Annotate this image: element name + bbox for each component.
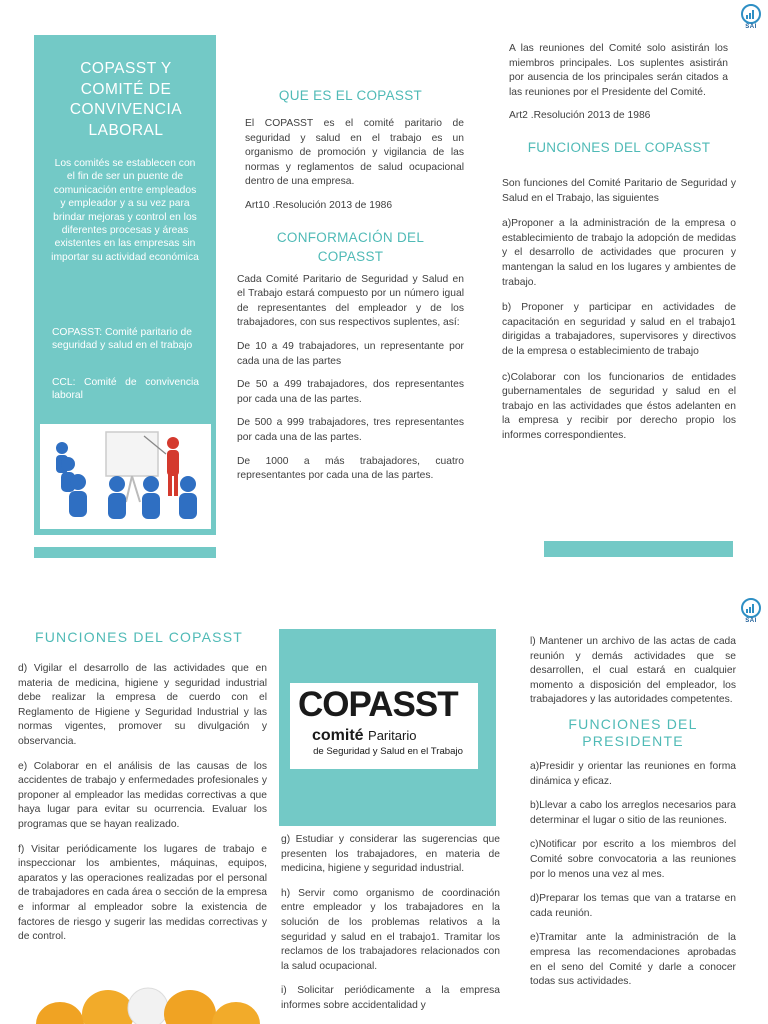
president-d: d)Preparar los temas que van a tratarse en cada reunión. [530, 893, 736, 919]
functions-column-2 [18, 629, 267, 954]
function-c: c)Colaborar con los funcionarios de entidades gubernamentales de seguridad y salud en el trabajo en las actividades que éstos adelanten en la empresa y recibir por derecho propio los informes correspondientes. [502, 371, 736, 441]
president-column [530, 635, 736, 999]
function-f: f) Visitar periódicamente los lugares de trabajo e inspeccionar los ambientes, máquinas, equipos, aparatos y las operaciones realizadas por el personal de trabajadores en cada área o sección de la empresa e informar al empleador sobre la existencia de factores de riesgo y sugerir las medidas correctivas y de control. [18, 843, 268, 943]
logo-comite-word: comité [312, 727, 364, 744]
hard-hats-icon [30, 980, 260, 1024]
function-g: g) Estudiar y considerar las sugerencias que presenten los trabajadores, en materia de medicina, higiene y seguridad industrial. [281, 834, 500, 875]
president-b: b)Llevar a cabo los arreglos necesarios para determinar el lugar o sitio de las reuniones. [530, 800, 736, 826]
function-l: l) Mantener un archivo de las actas de cada reunión y demás actividades que se desarrollen, el cual estará en cualquier momento a disposición del empleador, los trabajadores y las autoridades competentes. [530, 636, 736, 706]
copasst-logo-card [290, 683, 478, 769]
functions-heading: FUNCIONES DEL COPASST [527, 139, 711, 155]
footer-strip-left [34, 547, 216, 558]
logo-text: SAI [745, 618, 757, 624]
what-is-heading: QUE ES EL COPASST [278, 88, 423, 103]
function-e: e) Colaborar en el análisis de las causas de los accidentes de trabajo y enfermedades profesionales y proponer al empleador las medidas correctivas a que haya lugar para evitar su ocurrencia. Evaluar los programas que se hayan realizado. [18, 760, 267, 830]
presentation-people-icon [40, 424, 211, 529]
functions-intro: Son funciones del Comité Paritario de Seguridad y Salud en el Trabajo, las siguientes [502, 177, 736, 204]
conformation-heading: CONFORMACIÓN DEL COPASST [276, 229, 425, 264]
copasst-logo-comite [312, 727, 482, 745]
sai-logo-bottom [739, 598, 763, 626]
functions-heading-2: FUNCIONES DEL COPASST [35, 629, 244, 645]
logo-text: SAI [745, 24, 757, 30]
meetings-reference: Art2 .Resolución 2013 de 1986 [509, 110, 651, 122]
chart-icon [746, 9, 756, 19]
intro-panel [34, 35, 216, 535]
panel-def-ccl: CCL: Comité de convivencia laboral [52, 377, 199, 402]
function-i: i) Solicitar periódicamente a la empresa informes sobre accidentalidad y [281, 985, 500, 1011]
function-b: b) Proponer y participar en actividades de capacitación en seguridad y salud en el trabajo1 dirigidas a trabajadores, supervisores y directivos de la empresa o establecimiento de trabajo [502, 302, 736, 357]
function-h: h) Servir como organismo de coordinación entre empleador y los trabajadores en la solución de los problemas relativos a la seguridad y salud en el trabajo1. Tramitar los reclamos de los trabajadores relacionados con la salud ocupacional. [281, 887, 500, 972]
what-is-reference: Art10 .Resolución 2013 de 1986 [245, 199, 393, 211]
function-a: a)Proponer a la administración de la empresa o establecimiento de trabajo la adopción de medidas y el desarrollo de actividades que procuren y mantengan la salud en los lugares y ambientes de trabajo. [502, 218, 736, 288]
functions-column-1 [502, 42, 736, 452]
panel-intro: Los comités se establecen con el fin de ser un puente de comunicación entre empleados y empleador y a su vez para brindar mejoras y control en los diferentes procesas y áreas existentes en las empresas sin importar su actividad económica [51, 158, 199, 263]
conformation-500-999: De 500 a 999 trabajadores, tres representantes por cada una de las partes. [237, 417, 464, 443]
what-is-text: El COPASST es el comité paritario de seguridad y salud en el trabajo es un organismo de promoción y vigilancia de las normas y reglamentos de salud ocupacional dentro de una empresa. [245, 118, 464, 188]
conformation-50-499: De 50 a 499 trabajadores, dos representantes por cada una de las partes. [237, 379, 464, 405]
president-a: a)Presidir y orientar las reuniones en forma dinámica y eficaz. [530, 760, 736, 787]
copasst-logo-word: COPASST [298, 685, 458, 724]
president-heading: FUNCIONES DEL PRESIDENTE [568, 715, 698, 749]
conformation-1000: De 1000 a más trabajadores, cuatro representantes por cada una de las partes. [237, 455, 464, 482]
conformation-10-49: De 10 a 49 trabajadores, un representante por cada una de las partes [237, 340, 464, 367]
logo-paritario-word: Paritario [368, 728, 417, 743]
president-c: c)Notificar por escrito a los miembros del Comité sobre convocatoria a las reuniones por lo menos una vez al mes. [530, 839, 736, 880]
meeting-illustration [40, 424, 211, 529]
function-d: d) Vigilar el desarrollo de las actividades que en materia de medicina, higiene y seguridad industrial debe realizar la empresa de cuerdo con el Reglamento de Higiene y Seguridad Industrial y las normas vigentes, promover su divulgación y observancia. [18, 663, 267, 747]
conformation-text: Cada Comité Paritario de Seguridad y Salud en el Trabajo estará compuesto por un número igual de representantes del empleador y de los trabajadores, con sus respectivos suplentes, así: [237, 273, 464, 329]
sai-logo-top [739, 4, 763, 32]
copasst-logo-subtitle: de Seguridad y Salud en el Trabajo [313, 746, 463, 757]
chart-icon [746, 603, 756, 613]
helmets-image [30, 980, 260, 1024]
footer-strip-right [544, 541, 733, 557]
panel-title: COPASST Y COMITÉ DE CONVIVENCIA LABORAL [69, 60, 183, 139]
functions-column-3 [281, 833, 500, 1023]
what-is-column [237, 88, 464, 493]
copasst-logo-panel [279, 629, 496, 826]
president-e: e)Tramitar ante la administración de la empresa las recomendaciones aprobadas en el seno del Comité y darle a conocer todas sus actividades. [530, 932, 736, 988]
panel-def-copasst: COPASST: Comité paritario de seguridad y salud en el trabajo [52, 327, 193, 352]
meetings-text: A las reuniones del Comité solo asistirán los miembros principales. Los suplentes asistirán por ausencia de los principales serán citados a las reuniones por el Presidente del Comité. [509, 43, 728, 98]
